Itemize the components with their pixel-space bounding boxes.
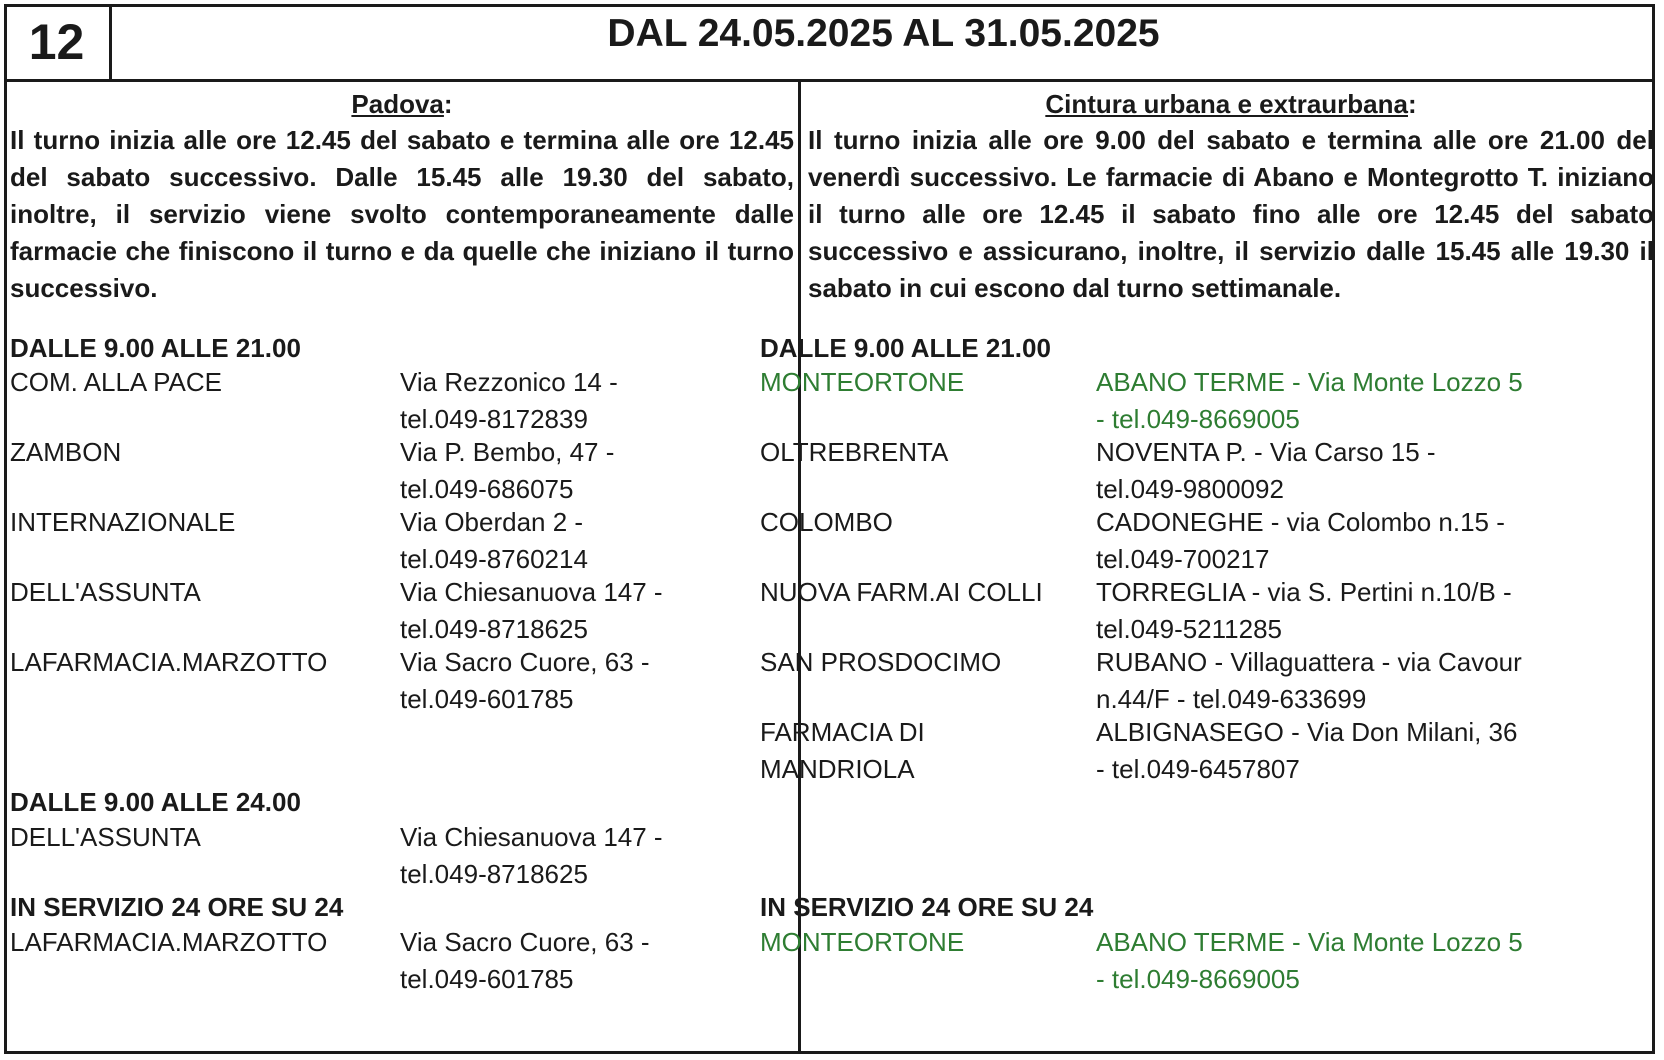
padova-column: [10, 86, 794, 307]
list-item: FARMACIA DI MANDRIOLA ALBIGNASEGO - Via Don Milani, 36 - tel.049-6457807: [760, 717, 1518, 784]
cintura-section-heading: DALLE 9.00 ALLE 21.00: [760, 333, 1051, 363]
week-number: 12: [4, 4, 112, 82]
list-item: LAFARMACIA.MARZOTTO Via Sacro Cuore, 63 - tel.049-601785: [10, 927, 650, 994]
list-item: ZAMBON Via P. Bembo, 47 - tel.049-686075: [10, 437, 615, 504]
list-item: DELL'ASSUNTA Via Chiesanuova 147 - tel.049-8718625: [10, 577, 663, 644]
cintura-column: [808, 86, 1654, 307]
page-title: DAL 24.05.2025 AL 31.05.2025: [112, 4, 1655, 82]
padova-section-heading: DALLE 9.00 ALLE 21.00: [10, 333, 301, 363]
padova-section-heading: DALLE 9.00 ALLE 24.00: [10, 787, 301, 817]
cintura-intro: Il turno inizia alle ore 9.00 del sabato e termina alle ore 21.00 del venerdì successivo. Le farmacie di Abano e Montegrotto T. iniziano il turno alle ore 12.45 il sabato fino alle ore 12.45 del sabato successivo e assicurano, inoltre, il servizio dalle 15.45 alle 19.30 il sabato in cui escono dal turno settimanale.: [808, 125, 1654, 303]
list-item: INTERNAZIONALE Via Oberdan 2 - tel.049-8760214: [10, 507, 588, 574]
list-item: OLTREBRENTA NOVENTA P. - Via Carso 15 - tel.049-9800092: [760, 437, 1436, 504]
cintura-section-heading: IN SERVIZIO 24 ORE SU 24: [760, 892, 1094, 922]
padova-section-heading: IN SERVIZIO 24 ORE SU 24: [10, 892, 344, 922]
list-item: SAN PROSDOCIMO RUBANO - Villaguattera - via Cavour n.44/F - tel.049-633699: [760, 647, 1522, 714]
list-item: COLOMBO CADONEGHE - via Colombo n.15 - tel.049-700217: [760, 507, 1505, 574]
list-item: MONTEORTONE ABANO TERME - Via Monte Lozzo 5 - tel.049-8669005: [760, 367, 1523, 434]
list-item: NUOVA FARM.AI COLLI TORREGLIA - via S. Pertini n.10/B - tel.049-5211285: [760, 577, 1512, 644]
padova-intro: Il turno inizia alle ore 12.45 del sabato e termina alle ore 12.45 del sabato successivo. Dalle 15.45 alle 19.30 del sabato, inoltre, il servizio viene svolto contemporaneamente dalle farmacie che finiscono il turno e da quelle che iniziano il turno successivo.: [10, 125, 794, 303]
cintura-title: Cintura urbana e extraurbana:: [1045, 89, 1417, 119]
padova-title: Padova:: [351, 89, 453, 119]
list-item: COM. ALLA PACE Via Rezzonico 14 - tel.049-8172839: [10, 367, 618, 434]
list-item: LAFARMACIA.MARZOTTO Via Sacro Cuore, 63 - tel.049-601785: [10, 647, 650, 714]
list-item: DELL'ASSUNTA Via Chiesanuova 147 - tel.049-8718625: [10, 822, 663, 889]
list-item: MONTEORTONE ABANO TERME - Via Monte Lozzo 5 - tel.049-8669005: [760, 927, 1523, 994]
